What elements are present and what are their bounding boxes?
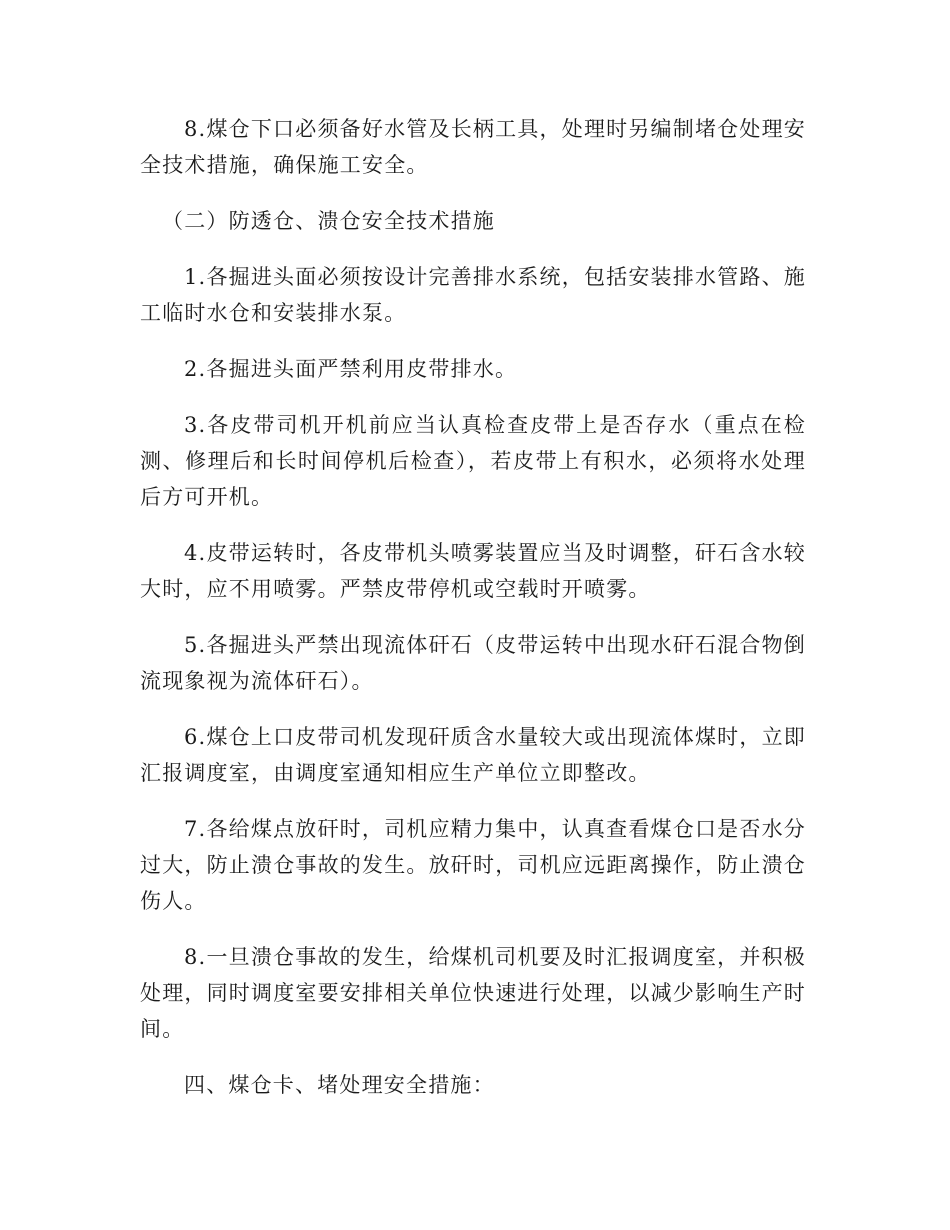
section-heading-blockage-handling: 四、煤仓卡、堵处理安全措施：	[184, 1073, 495, 1097]
section-subheading-anti-breakthrough: （二）防透仓、溃仓安全技术措施	[162, 209, 495, 233]
paragraph-feeding-point: 7.各给煤点放矸时，司机应精力集中，认真查看煤仓口是否水分过大，防止溃仓事故的发生。放矸时，司机应远距离操作，防止溃仓伤人。	[140, 817, 806, 913]
paragraph-fluid-waste-rock: 5.各掘进头严禁出现流体矸石（皮带运转中出现水矸石混合物倒流现象视为流体矸石）。	[140, 633, 806, 693]
paragraph-coal-bunker-outlet-tools: 8.煤仓下口必须备好水管及长柄工具，处理时另编制堵仓处理安全技术措施，确保施工安全。	[140, 117, 806, 177]
paragraph-report-dispatch: 6.煤仓上口皮带司机发现矸质含水量较大或出现流体煤时，立即汇报调度室，由调度室通知相应生产单位立即整改。	[140, 725, 806, 785]
paragraph-accident-handling: 8.一旦溃仓事故的发生，给煤机司机要及时汇报调度室，并积极处理，同时调度室要安排相关单位快速进行处理，以减少影响生产时间。	[140, 945, 806, 1041]
document-body	[140, 111, 806, 1123]
paragraph-spray-adjustment: 4.皮带运转时，各皮带机头喷雾装置应当及时调整，矸石含水较大时，应不用喷雾。严禁皮带停机或空载时开喷雾。	[140, 541, 806, 601]
paragraph-drainage-system: 1.各掘进头面必须按设计完善排水系统，包括安装排水管路、施工临时水仓和安装排水泵。	[140, 265, 806, 325]
paragraph-belt-water-check: 3.各皮带司机开机前应当认真检查皮带上是否存水（重点在检测、修理后和长时间停机后检查），若皮带上有积水，必须将水处理后方可开机。	[140, 413, 806, 509]
paragraph-belt-drainage-ban: 2.各掘进头面严禁利用皮带排水。	[184, 357, 518, 381]
